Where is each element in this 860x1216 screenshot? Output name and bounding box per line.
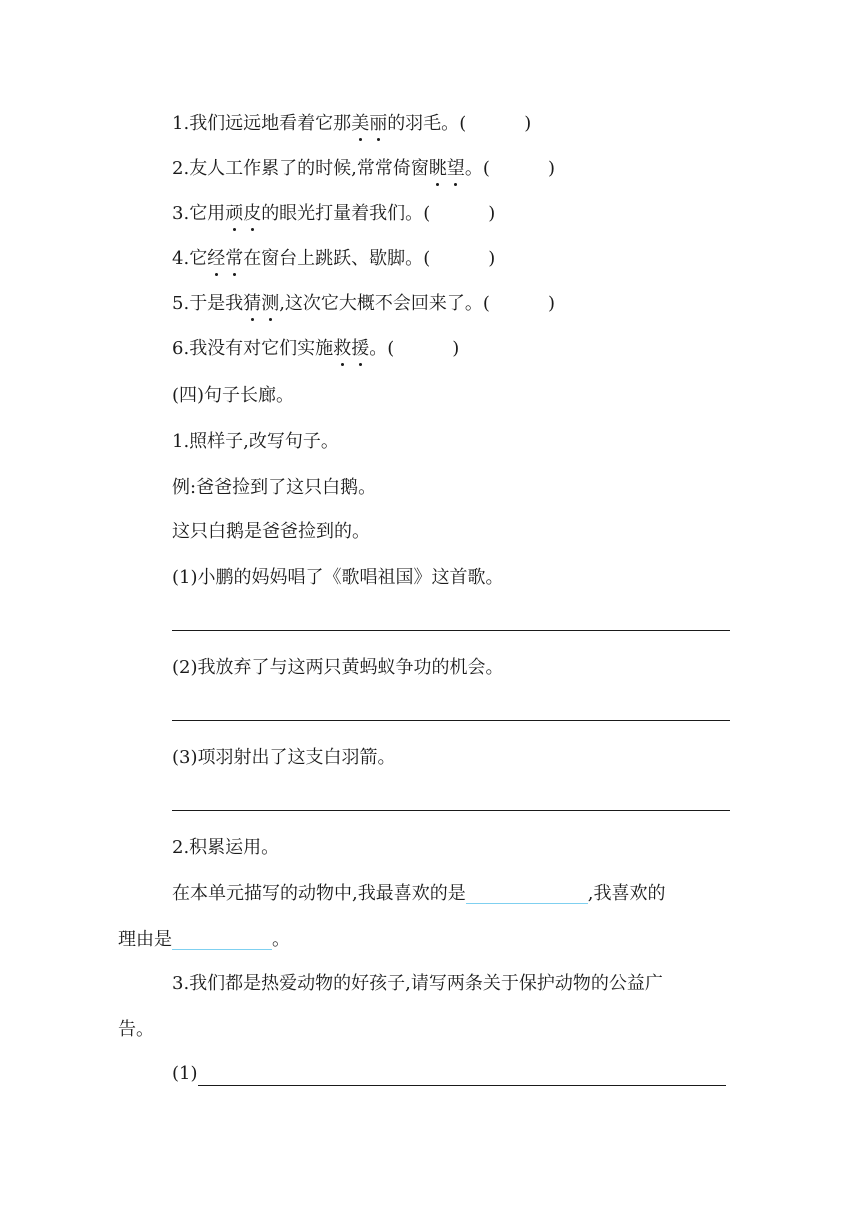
question-2-title: 2.积累运用。 <box>172 837 280 858</box>
dotted-word: 眺望 <box>428 158 465 179</box>
item-text: 我们远远地看着它那 <box>189 113 352 134</box>
answer-paren-open: ( <box>482 293 490 314</box>
answer-paren-close: ) <box>488 248 496 269</box>
dotted-word: 猜测 <box>243 293 280 314</box>
example-answer: 这只白鹅是爸爸捡到的。 <box>172 521 370 542</box>
question-2-line-2 <box>118 928 290 952</box>
item-number: 4. <box>172 248 190 269</box>
section-4-title: (四)句子长廊。 <box>172 385 295 406</box>
dotted-word: 美丽 <box>351 113 388 134</box>
item-text: 我没有对它们实施 <box>189 338 334 359</box>
answer-paren-open: ( <box>482 158 490 179</box>
item-text-end: 的眼光打量着我们。 <box>261 203 424 224</box>
answer-paren-open: ( <box>423 248 431 269</box>
judgement-item <box>172 202 495 226</box>
item-number: 1. <box>172 113 190 134</box>
answer-paren-close: ) <box>524 113 532 134</box>
ad-item-1 <box>172 1062 726 1086</box>
judgement-item <box>172 337 459 361</box>
answer-paren-close: ) <box>488 203 496 224</box>
question-2-text-a: 在本单元描写的动物中,我最喜欢的是 <box>172 883 466 904</box>
favorite-animal-blank[interactable] <box>466 883 588 904</box>
answer-paren-close: ) <box>452 338 460 359</box>
judgement-item <box>172 112 531 136</box>
rewrite-item-2: (2)我放弃了与这两只黄蚂蚁争功的机会。 <box>172 657 504 678</box>
answer-paren-open: ( <box>459 113 467 134</box>
item-text-end: 在窗台上跳跃、歇脚。 <box>243 248 424 269</box>
item-number: 2. <box>172 158 190 179</box>
question-3-title: 3.我们都是热爱动物的好孩子,请写两条关于保护动物的公益广 <box>172 973 663 994</box>
ad-answer-line-1[interactable] <box>198 1065 726 1086</box>
dotted-word: 顽皮 <box>225 203 262 224</box>
item-text: 于是我 <box>189 293 244 314</box>
reason-end: 。 <box>272 929 290 950</box>
item-text-end: 。 <box>464 158 483 179</box>
item-number: 6. <box>172 338 190 359</box>
item-text: 友人工作累了的时候,常常倚窗 <box>189 158 429 179</box>
answer-paren-open: ( <box>423 203 431 224</box>
item-text-end: 。 <box>369 338 388 359</box>
answer-line-3[interactable] <box>172 810 730 811</box>
example-sentence: 例:爸爸捡到了这只白鹅。 <box>172 477 377 498</box>
rewrite-item-1: (1)小鹏的妈妈唱了《歌唱祖国》这首歌。 <box>172 567 504 588</box>
item-text: 它用 <box>189 203 226 224</box>
ad-item-1-label: (1) <box>172 1063 198 1084</box>
rewrite-item-3: (3)项羽射出了这支白羽箭。 <box>172 747 396 768</box>
item-number: 5. <box>172 293 190 314</box>
item-text-end: 的羽毛。 <box>387 113 460 134</box>
answer-paren-close: ) <box>547 293 555 314</box>
dotted-word: 救援 <box>333 338 370 359</box>
item-text: 它 <box>189 248 208 269</box>
question-2-line-1 <box>172 882 665 906</box>
answer-paren-open: ( <box>387 338 395 359</box>
answer-line-2[interactable] <box>172 720 730 721</box>
judgement-item <box>172 247 495 271</box>
answer-line-1[interactable] <box>172 630 730 631</box>
item-text-end: ,这次它大概不会回来了。 <box>279 293 483 314</box>
question-3-title-cont: 告。 <box>118 1019 154 1040</box>
question-1-title: 1.照样子,改写句子。 <box>172 431 339 452</box>
reason-label: 理由是 <box>118 929 172 950</box>
judgement-item <box>172 157 555 181</box>
answer-paren-close: ) <box>547 158 555 179</box>
dotted-word: 经常 <box>207 248 244 269</box>
judgement-item <box>172 292 555 316</box>
reason-blank[interactable] <box>172 929 272 950</box>
item-number: 3. <box>172 203 190 224</box>
question-2-text-b: ,我喜欢的 <box>587 883 666 904</box>
